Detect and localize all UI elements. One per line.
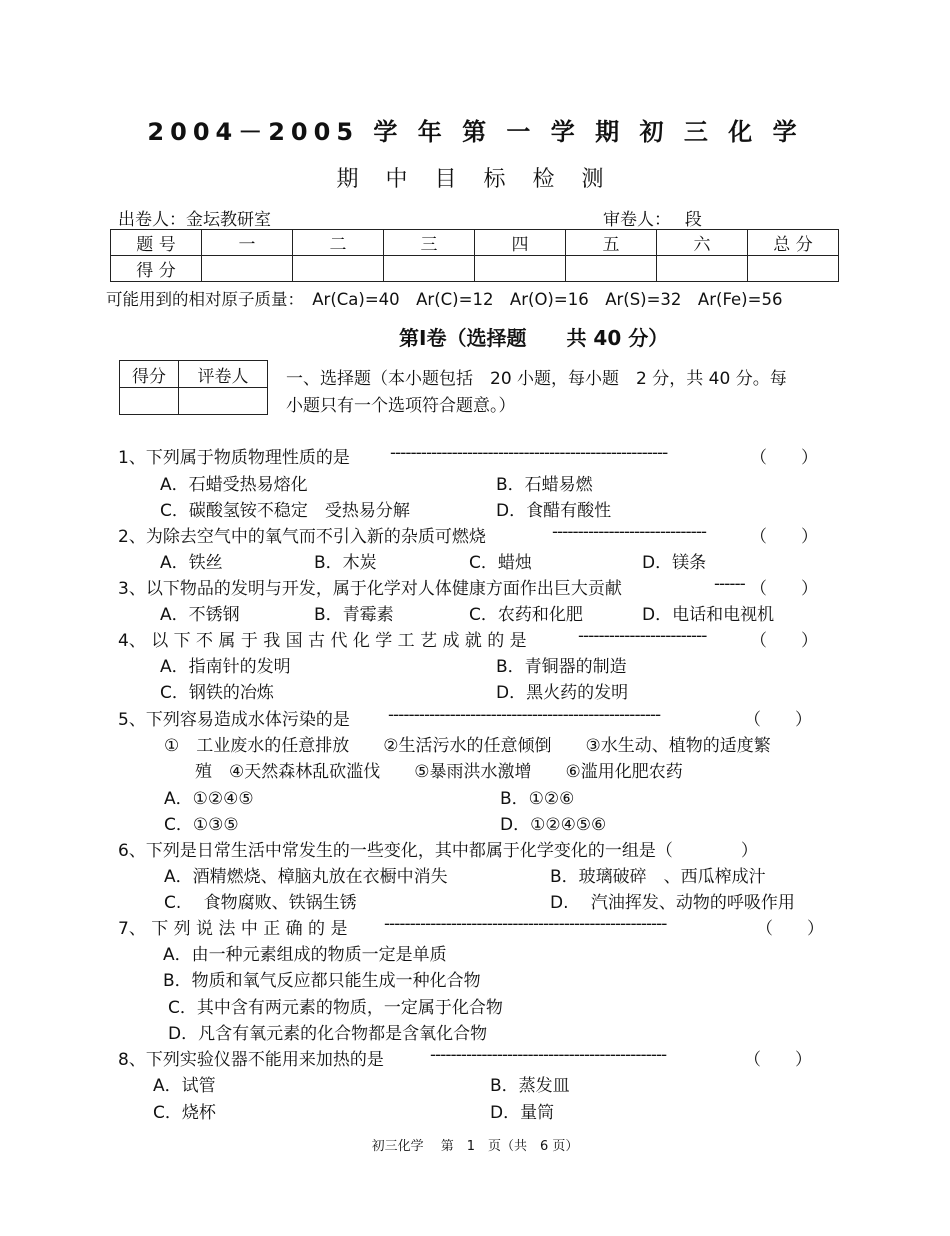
score-header-cell: 六 bbox=[657, 230, 748, 256]
question-3-option-a[interactable]: A．不锈钢 bbox=[160, 605, 240, 625]
question-7-option-c[interactable]: C．其中含有两元素的物质，一定属于化合物 bbox=[168, 998, 503, 1018]
score-header-cell: 总 分 bbox=[748, 230, 839, 256]
question-6-option-a[interactable]: A．酒精燃烧、樟脑丸放在衣橱中消失 bbox=[164, 867, 448, 887]
question-1-answer-paren[interactable]: （ ） bbox=[750, 448, 818, 468]
exam-title: 2004－2005 学 年 第 一 学 期 初 三 化 学 bbox=[147, 118, 803, 146]
question-5-stem: 5、下列容易造成水体污染的是 bbox=[118, 710, 350, 730]
question-8-option-a[interactable]: A．试管 bbox=[153, 1076, 216, 1096]
score-input-cell[interactable] bbox=[202, 256, 293, 282]
exam-subtitle: 期 中 目 标 检 测 bbox=[336, 167, 614, 192]
question-1-dashes: ------------------------------------------------------ bbox=[390, 443, 668, 463]
question-6-option-c[interactable]: C. 食物腐败、铁锅生锈 bbox=[164, 893, 357, 913]
question-4-option-b[interactable]: B．青铜器的制造 bbox=[496, 657, 627, 677]
question-8-option-d[interactable]: D．量筒 bbox=[490, 1103, 555, 1123]
question-6-stem: 6、下列是日常生活中常发生的一些变化，其中都属于化学变化的一组是（ ） bbox=[118, 841, 758, 861]
question-7-option-d[interactable]: D．凡含有氧元素的化合物都是含氧化合物 bbox=[168, 1024, 488, 1044]
question-7-answer-paren[interactable]: （ ） bbox=[756, 919, 824, 939]
grader-name-label: 评卷人 bbox=[179, 361, 268, 388]
question-7-dashes: ------------------------------------------------------- bbox=[384, 914, 667, 934]
question-3-option-d[interactable]: D．电话和电视机 bbox=[642, 605, 775, 625]
grader-score-label: 得分 bbox=[120, 361, 179, 388]
question-3-option-c[interactable]: C．农药和化肥 bbox=[469, 605, 583, 625]
question-1-option-a[interactable]: A．石蜡受热易熔化 bbox=[160, 475, 308, 495]
score-input-cell[interactable] bbox=[293, 256, 384, 282]
question-3-stem: 3、以下物品的发明与开发，属于化学对人体健康方面作出巨大贡献 bbox=[118, 579, 622, 599]
question-4-answer-paren[interactable]: （ ） bbox=[750, 631, 818, 651]
question-8-option-c[interactable]: C．烧杯 bbox=[153, 1103, 216, 1123]
section-intro-line1: 一、选择题（本小题包括 20 小题，每小题 2 分，共 40 分。每 bbox=[286, 369, 787, 389]
question-2-option-a[interactable]: A．铁丝 bbox=[160, 553, 223, 573]
score-input-cell[interactable] bbox=[475, 256, 566, 282]
question-8-stem: 8、下列实验仪器不能用来加热的是 bbox=[118, 1050, 384, 1070]
question-2-dashes: ------------------------------ bbox=[552, 522, 707, 542]
score-table bbox=[110, 229, 839, 282]
question-6-option-b[interactable]: B．玻璃破碎 、西瓜榨成汁 bbox=[550, 867, 766, 887]
question-5-answer-paren[interactable]: （ ） bbox=[744, 710, 812, 730]
question-2-stem: 2、为除去空气中的氧气而不引入新的杂质可燃烧 bbox=[118, 527, 486, 547]
question-8-dashes: ---------------------------------------------- bbox=[430, 1045, 667, 1065]
question-2-answer-paren[interactable]: （ ） bbox=[750, 527, 818, 547]
score-row-label: 得 分 bbox=[111, 256, 202, 282]
question-5-option-b[interactable]: B．①②⑥ bbox=[500, 789, 575, 809]
question-5-option-c[interactable]: C．①③⑤ bbox=[164, 815, 239, 835]
score-table-score-row bbox=[111, 256, 839, 282]
grader-name-cell[interactable] bbox=[179, 388, 268, 415]
grader-table bbox=[119, 360, 268, 415]
question-7-option-b[interactable]: B．物质和氧气反应都只能生成一种化合物 bbox=[163, 971, 481, 991]
score-header-cell: 五 bbox=[566, 230, 657, 256]
section-intro-line2: 小题只有一个选项符合题意。） bbox=[286, 396, 516, 416]
question-5-items-line1: ① 工业废水的任意排放 ②生活污水的任意倾倒 ③水生动、植物的适度繁 bbox=[164, 736, 771, 756]
question-4-stem: 4、 以 下 不 属 于 我 国 古 代 化 学 工 艺 成 就 的 是 bbox=[118, 631, 527, 651]
grader-score-cell[interactable] bbox=[120, 388, 179, 415]
question-5-option-a[interactable]: A．①②④⑤ bbox=[164, 789, 254, 809]
score-header-cell: 一 bbox=[202, 230, 293, 256]
score-header-cell: 三 bbox=[384, 230, 475, 256]
question-1-option-b[interactable]: B．石蜡易燃 bbox=[496, 475, 593, 495]
question-4-option-d[interactable]: D．黑火药的发明 bbox=[496, 683, 629, 703]
question-8-option-b[interactable]: B．蒸发皿 bbox=[490, 1076, 570, 1096]
score-table-header-row bbox=[111, 230, 839, 256]
question-2-option-d[interactable]: D．镁条 bbox=[642, 553, 707, 573]
question-3-option-b[interactable]: B．青霉素 bbox=[314, 605, 394, 625]
atomic-masses: 可能用到的相对原子质量： Ar(Ca)=40 Ar(C)=12 Ar(O)=16 Ar(S)=32 Ar(Fe)=56 bbox=[106, 290, 783, 309]
question-5-items-line2: 殖 ④天然森林乱砍滥伐 ⑤暴雨洪水激增 ⑥滥用化肥农药 bbox=[195, 762, 683, 782]
question-4-option-c[interactable]: C．钢铁的冶炼 bbox=[160, 683, 274, 703]
question-2-option-b[interactable]: B．木炭 bbox=[314, 553, 377, 573]
section-title: 第Ⅰ卷（选择题 共 40 分） bbox=[399, 326, 669, 350]
question-7-option-a[interactable]: A．由一种元素组成的物质一定是单质 bbox=[163, 945, 447, 965]
score-input-cell[interactable] bbox=[384, 256, 475, 282]
question-8-answer-paren[interactable]: （ ） bbox=[744, 1050, 812, 1070]
question-1-stem: 1、下列属于物质物理性质的是 bbox=[118, 448, 350, 468]
score-input-cell[interactable] bbox=[566, 256, 657, 282]
question-1-option-c[interactable]: C．碳酸氢铵不稳定 受热易分解 bbox=[160, 501, 410, 521]
score-input-cell[interactable] bbox=[748, 256, 839, 282]
question-7-stem: 7、 下 列 说 法 中 正 确 的 是 bbox=[118, 919, 348, 939]
author-line: 出卷人：金坛教研室 bbox=[118, 210, 271, 230]
question-3-dashes: ------ bbox=[714, 574, 745, 594]
question-6-option-d[interactable]: D. 汽油挥发、动物的呼吸作用 bbox=[550, 893, 795, 913]
score-header-cell: 二 bbox=[293, 230, 384, 256]
score-input-cell[interactable] bbox=[657, 256, 748, 282]
question-2-option-c[interactable]: C．蜡烛 bbox=[469, 553, 532, 573]
score-header-cell: 题 号 bbox=[111, 230, 202, 256]
score-header-cell: 四 bbox=[475, 230, 566, 256]
question-3-answer-paren[interactable]: （ ） bbox=[750, 579, 818, 599]
question-5-option-d[interactable]: D．①②④⑤⑥ bbox=[500, 815, 607, 835]
question-5-dashes: ----------------------------------------------------- bbox=[388, 705, 661, 725]
reviewer-line: 审卷人： 段 bbox=[603, 210, 702, 230]
question-4-dashes: ------------------------- bbox=[578, 626, 707, 646]
question-1-option-d[interactable]: D．食醋有酸性 bbox=[496, 501, 612, 521]
page-footer: 初三化学 第 1 页（共 6 页） bbox=[371, 1139, 579, 1154]
question-4-option-a[interactable]: A．指南针的发明 bbox=[160, 657, 291, 677]
